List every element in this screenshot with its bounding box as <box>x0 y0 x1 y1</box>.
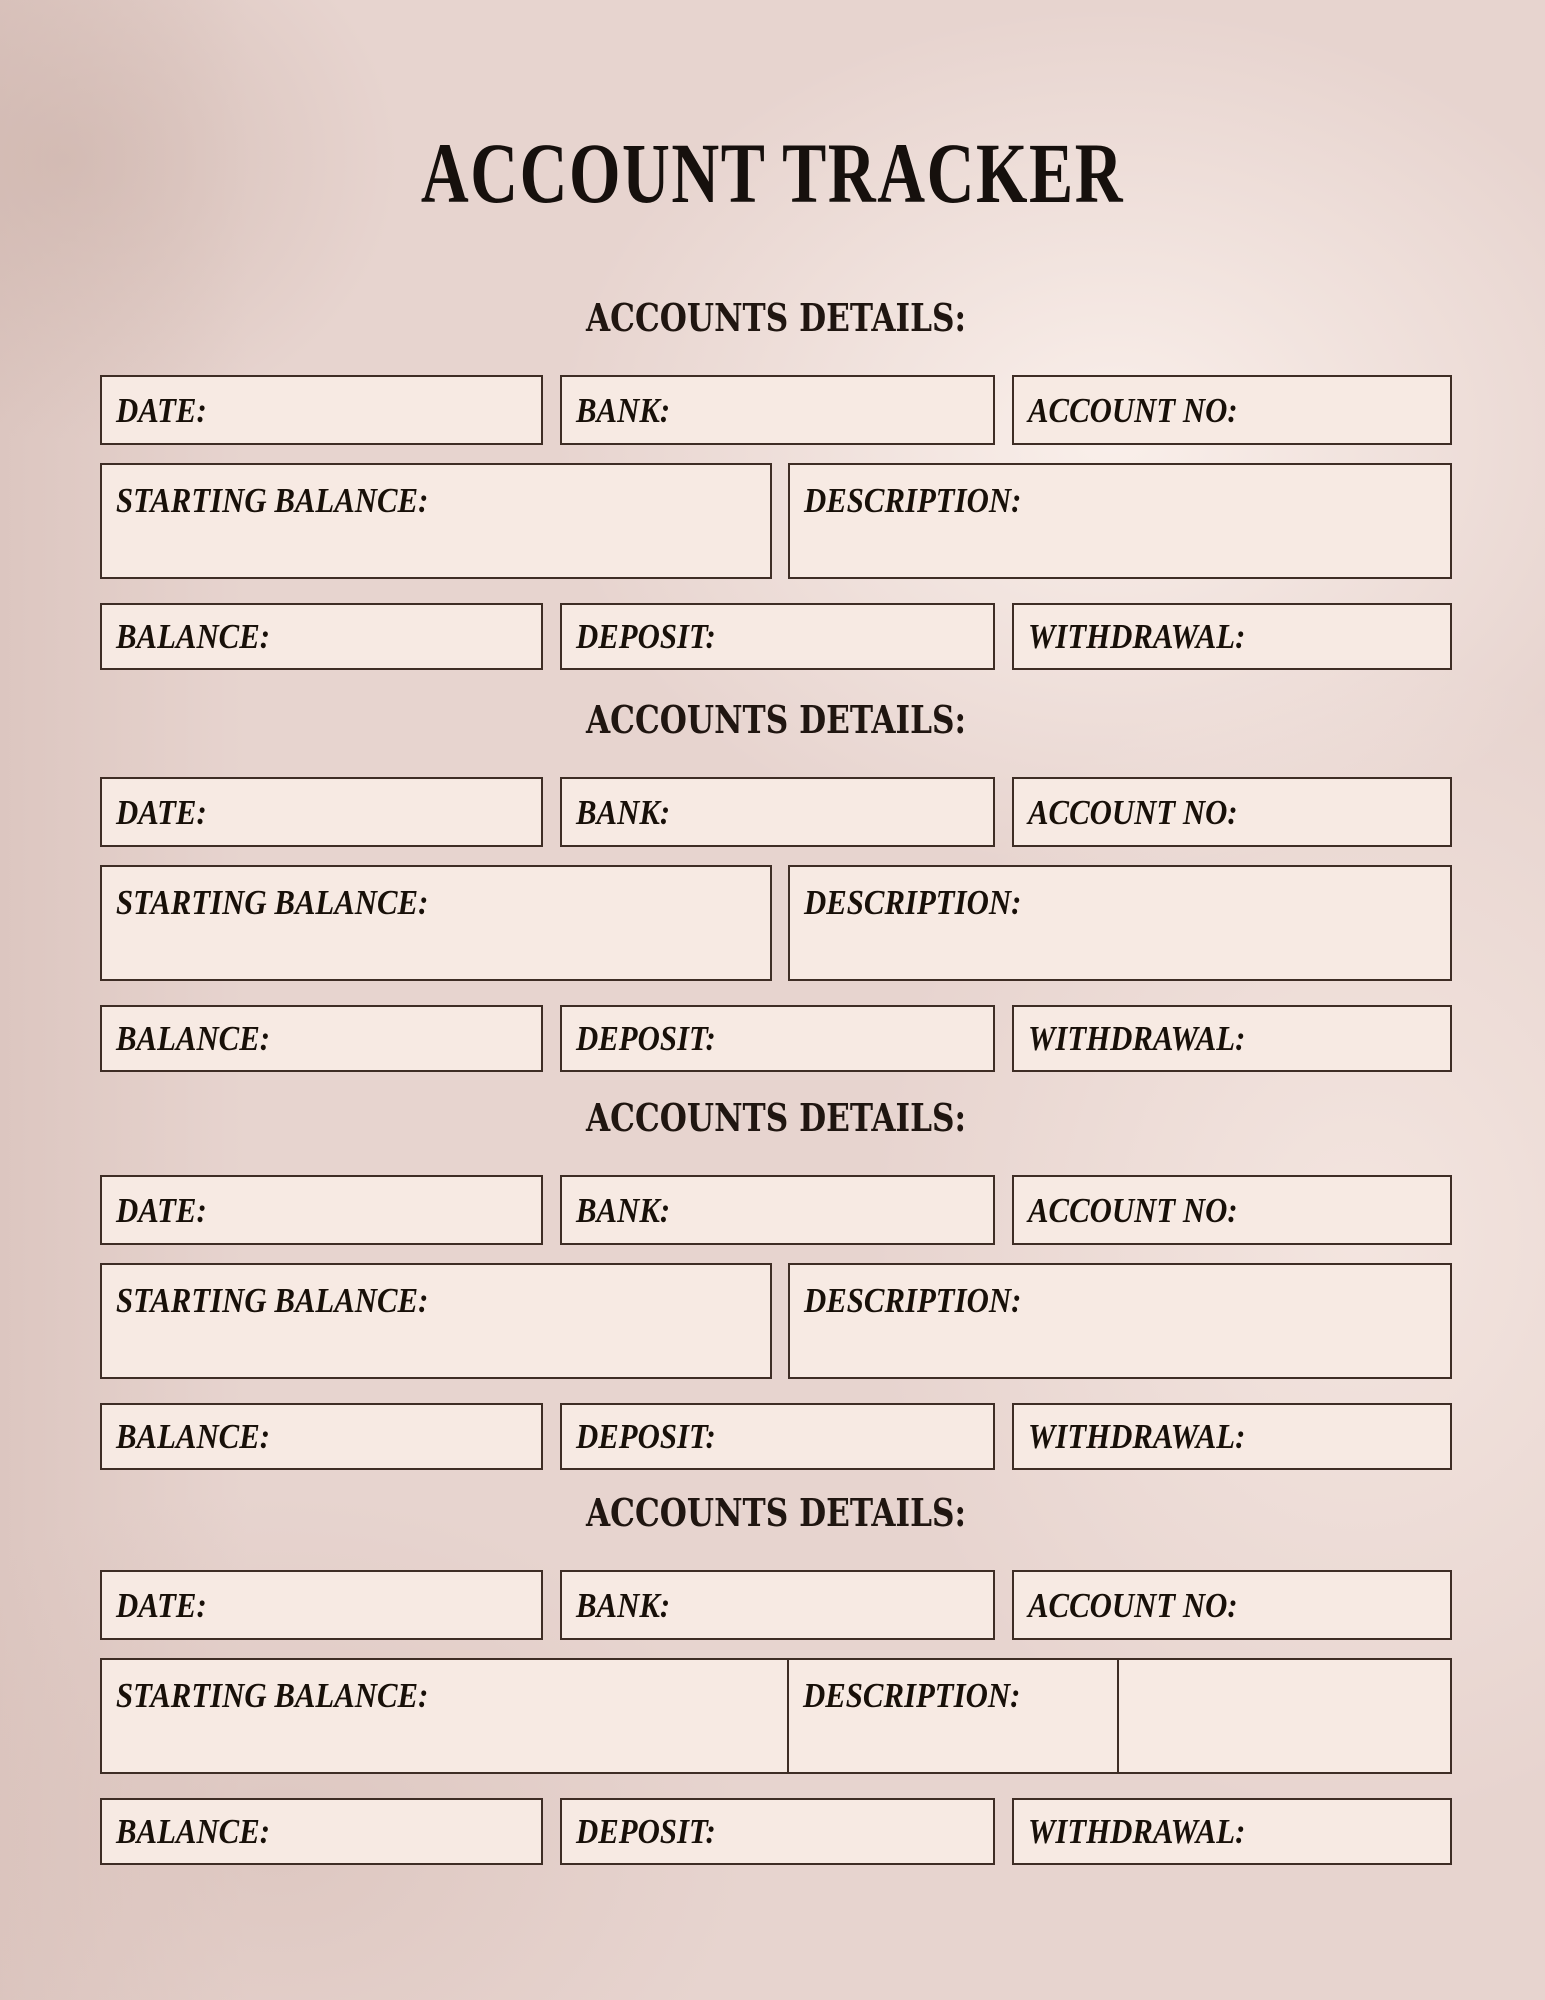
date-field[interactable] <box>100 1570 543 1640</box>
fields-row <box>100 463 1452 579</box>
description-overflow-area[interactable] <box>1119 1660 1450 1772</box>
withdrawal-field[interactable] <box>1012 603 1452 670</box>
bank-field[interactable] <box>560 777 995 847</box>
starting-balance-description-group <box>100 1658 1452 1774</box>
withdrawal-field[interactable] <box>1012 1798 1452 1865</box>
account-details-section-3 <box>100 1097 1452 1475</box>
section-heading: ACCOUNTS DETAILS: <box>585 1095 967 1140</box>
date-label: DATE: <box>116 1190 207 1230</box>
fields-row <box>100 1175 1452 1245</box>
deposit-label: DEPOSIT: <box>576 1019 716 1058</box>
deposit-label: DEPOSIT: <box>576 1417 716 1456</box>
bank-field[interactable] <box>560 1570 995 1640</box>
date-label: DATE: <box>116 390 207 430</box>
description-field[interactable] <box>789 1660 1119 1772</box>
account-no-field[interactable] <box>1012 1570 1452 1640</box>
withdrawal-field[interactable] <box>1012 1005 1452 1072</box>
date-field[interactable] <box>100 777 543 847</box>
account-details-section-4 <box>100 1492 1452 1870</box>
withdrawal-label: WITHDRAWAL: <box>1028 1812 1246 1851</box>
date-label: DATE: <box>116 1585 207 1625</box>
balance-label: BALANCE: <box>116 1019 271 1058</box>
bank-label: BANK: <box>576 792 671 832</box>
deposit-field[interactable] <box>560 603 995 670</box>
deposit-field[interactable] <box>560 1403 995 1470</box>
starting-balance-label: STARTING BALANCE: <box>116 481 429 520</box>
starting-balance-field[interactable] <box>100 865 772 981</box>
description-label: DESCRIPTION: <box>803 1676 1021 1715</box>
balance-field[interactable] <box>100 1005 543 1072</box>
withdrawal-label: WITHDRAWAL: <box>1028 1417 1246 1456</box>
bank-field[interactable] <box>560 1175 995 1245</box>
deposit-label: DEPOSIT: <box>576 1812 716 1851</box>
fields-row <box>100 1570 1452 1640</box>
starting-balance-label: STARTING BALANCE: <box>116 883 429 922</box>
account-no-label: ACCOUNT NO: <box>1028 390 1238 430</box>
balance-field[interactable] <box>100 603 543 670</box>
description-field[interactable] <box>788 865 1452 981</box>
bank-label: BANK: <box>576 390 671 430</box>
account-no-field[interactable] <box>1012 375 1452 445</box>
account-no-field[interactable] <box>1012 777 1452 847</box>
description-field[interactable] <box>788 1263 1452 1379</box>
section-heading: ACCOUNTS DETAILS: <box>585 1490 967 1535</box>
fields-row <box>100 375 1452 445</box>
deposit-label: DEPOSIT: <box>576 617 716 656</box>
balance-label: BALANCE: <box>116 617 271 656</box>
fields-row <box>100 1005 1452 1072</box>
withdrawal-field[interactable] <box>1012 1403 1452 1470</box>
section-heading: ACCOUNTS DETAILS: <box>585 697 967 742</box>
fields-row <box>100 777 1452 847</box>
account-no-label: ACCOUNT NO: <box>1028 1190 1238 1230</box>
description-label: DESCRIPTION: <box>804 883 1022 922</box>
fields-row <box>100 1263 1452 1379</box>
page-title: ACCOUNT TRACKER <box>420 125 1125 221</box>
fields-row <box>100 1798 1452 1865</box>
fields-row <box>100 1658 1452 1774</box>
account-details-section-2 <box>100 699 1452 1077</box>
bank-field[interactable] <box>560 375 995 445</box>
starting-balance-label: STARTING BALANCE: <box>116 1676 429 1715</box>
deposit-field[interactable] <box>560 1798 995 1865</box>
description-label: DESCRIPTION: <box>804 481 1022 520</box>
date-field[interactable] <box>100 1175 543 1245</box>
balance-label: BALANCE: <box>116 1417 271 1456</box>
date-label: DATE: <box>116 792 207 832</box>
account-no-field[interactable] <box>1012 1175 1452 1245</box>
balance-label: BALANCE: <box>116 1812 271 1851</box>
fields-row <box>100 865 1452 981</box>
starting-balance-field[interactable] <box>100 463 772 579</box>
fields-row <box>100 603 1452 670</box>
starting-balance-field[interactable] <box>100 1263 772 1379</box>
account-no-label: ACCOUNT NO: <box>1028 1585 1238 1625</box>
balance-field[interactable] <box>100 1403 543 1470</box>
deposit-field[interactable] <box>560 1005 995 1072</box>
account-details-section-1 <box>100 297 1452 675</box>
account-no-label: ACCOUNT NO: <box>1028 792 1238 832</box>
withdrawal-label: WITHDRAWAL: <box>1028 617 1246 656</box>
fields-row <box>100 1403 1452 1470</box>
starting-balance-label: STARTING BALANCE: <box>116 1281 429 1320</box>
description-label: DESCRIPTION: <box>804 1281 1022 1320</box>
date-field[interactable] <box>100 375 543 445</box>
section-heading: ACCOUNTS DETAILS: <box>585 295 967 340</box>
bank-label: BANK: <box>576 1190 671 1230</box>
description-field[interactable] <box>788 463 1452 579</box>
withdrawal-label: WITHDRAWAL: <box>1028 1019 1246 1058</box>
starting-balance-field[interactable] <box>102 1660 789 1772</box>
bank-label: BANK: <box>576 1585 671 1625</box>
balance-field[interactable] <box>100 1798 543 1865</box>
